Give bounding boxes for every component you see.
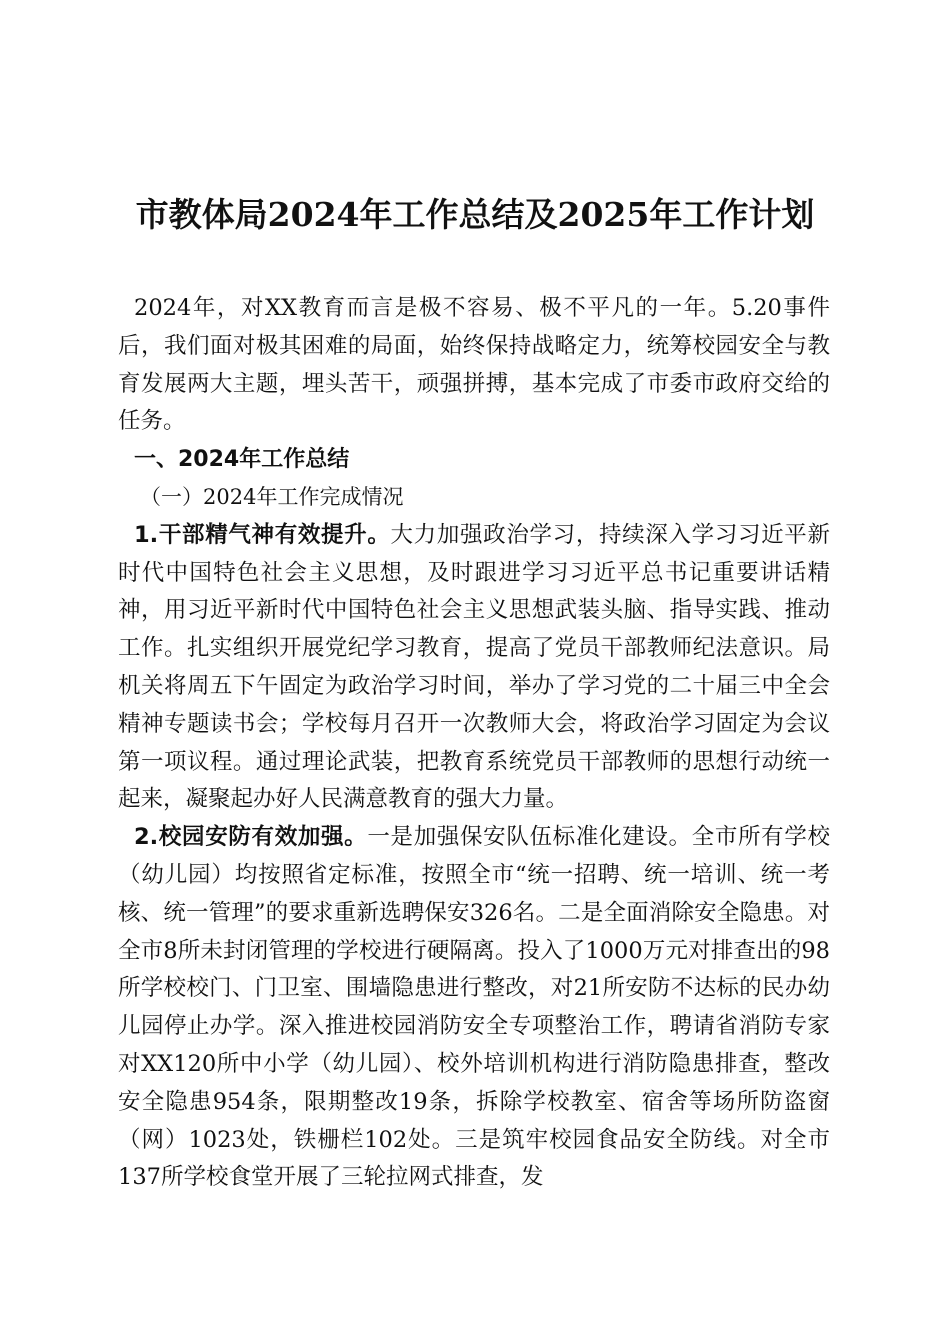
document-title: 市教体局2024年工作总结及2025年工作计划 <box>135 195 815 235</box>
document-body <box>118 290 830 1197</box>
item-2-lead: 2.校园安防有效加强。 <box>134 824 368 851</box>
item-1-body: 大力加强政治学习，持续深入学习习近平新时代中国特色社会主义思想，及时跟进学习习近平总书记重要讲话精神，用习近平新时代中国特色社会主义思想武装头脑、指导实践、推动工作。扎实组织开展党纪学习教育，提高了党员干部教师纪法意识。局机关将周五下午固定为政治学习时间，举办了学习党的二十届三中全会精神专题读书会；学校每月召开一次教师大会，将政治学习固定为会议第一项议程。通过理论武装，把教育系统党员干部教师的思想行动统一起来，凝聚起办好人民满意教育的强大力量。 <box>118 521 830 813</box>
item-1-lead: 1.干部精气神有效提升。 <box>134 521 391 548</box>
section-heading-1: 一、2024年工作总结 <box>134 447 350 473</box>
item-1-paragraph <box>118 517 830 819</box>
item-2-paragraph <box>118 819 830 1197</box>
item-2-body: 一是加强保安队伍标准化建设。全市所有学校（幼儿园）均按照省定标准，按照全市“统一招聘、统一培训、统一考核、统一管理”的要求重新选聘保安326名。二是全面消除安全隐患。对全市8所未封闭管理的学校进行硬隔离。投入了1000万元对排查出的98所学校校门、门卫室、围墙隐患进行整改，对21所安防不达标的民办幼儿园停止办学。深入推进校园消防安全专项整治工作，聘请省消防专家对XX120所中小学（幼儿园）、校外培训机构进行消防隐患排查，整改安全隐患954条，限期整改19条，拆除学校教室、宿舍等场所防盗窗（网）1023处，铁栅栏102处。三是筑牢校园食品安全防线。对全市137所学校食堂开展了三轮拉网式排查，发 <box>118 824 830 1191</box>
intro-paragraph: 2024年，对XX教育而言是极不容易、极不平凡的一年。5.20事件后，我们面对极其困难的局面，始终保持战略定力，统筹校园安全与教育发展两大主题，埋头苦干，顽强拼搏，基本完成了市委市政府交给的任务。 <box>118 295 830 435</box>
subsection-heading-1: （一）2024年工作完成情况 <box>140 484 404 509</box>
